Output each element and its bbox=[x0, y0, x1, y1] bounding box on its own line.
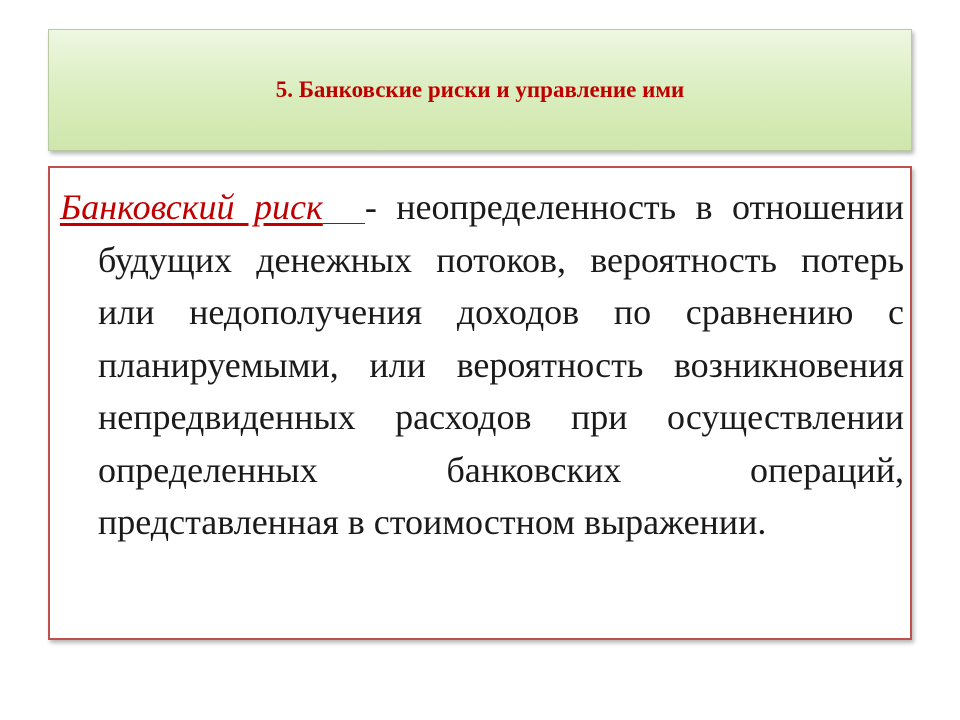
slide-title: 5. Банковские риски и управление ими bbox=[275, 77, 685, 102]
definition-paragraph bbox=[60, 181, 904, 549]
definition-separator: - bbox=[364, 187, 377, 227]
definition-text: неопределенность в отношении будущих денежных потоков, вероятность потерь или недополучения доходов по сравнению с планируемыми, или вероятность возникновения непредвиденных расходов при осуществлении определенных банковских операций, представленная в стоимостном выражении. bbox=[98, 187, 904, 542]
definition-term: Банковский риск bbox=[60, 187, 323, 227]
term-underline-gap bbox=[323, 193, 365, 224]
slide-title-box bbox=[48, 29, 912, 151]
definition-box bbox=[48, 166, 912, 640]
